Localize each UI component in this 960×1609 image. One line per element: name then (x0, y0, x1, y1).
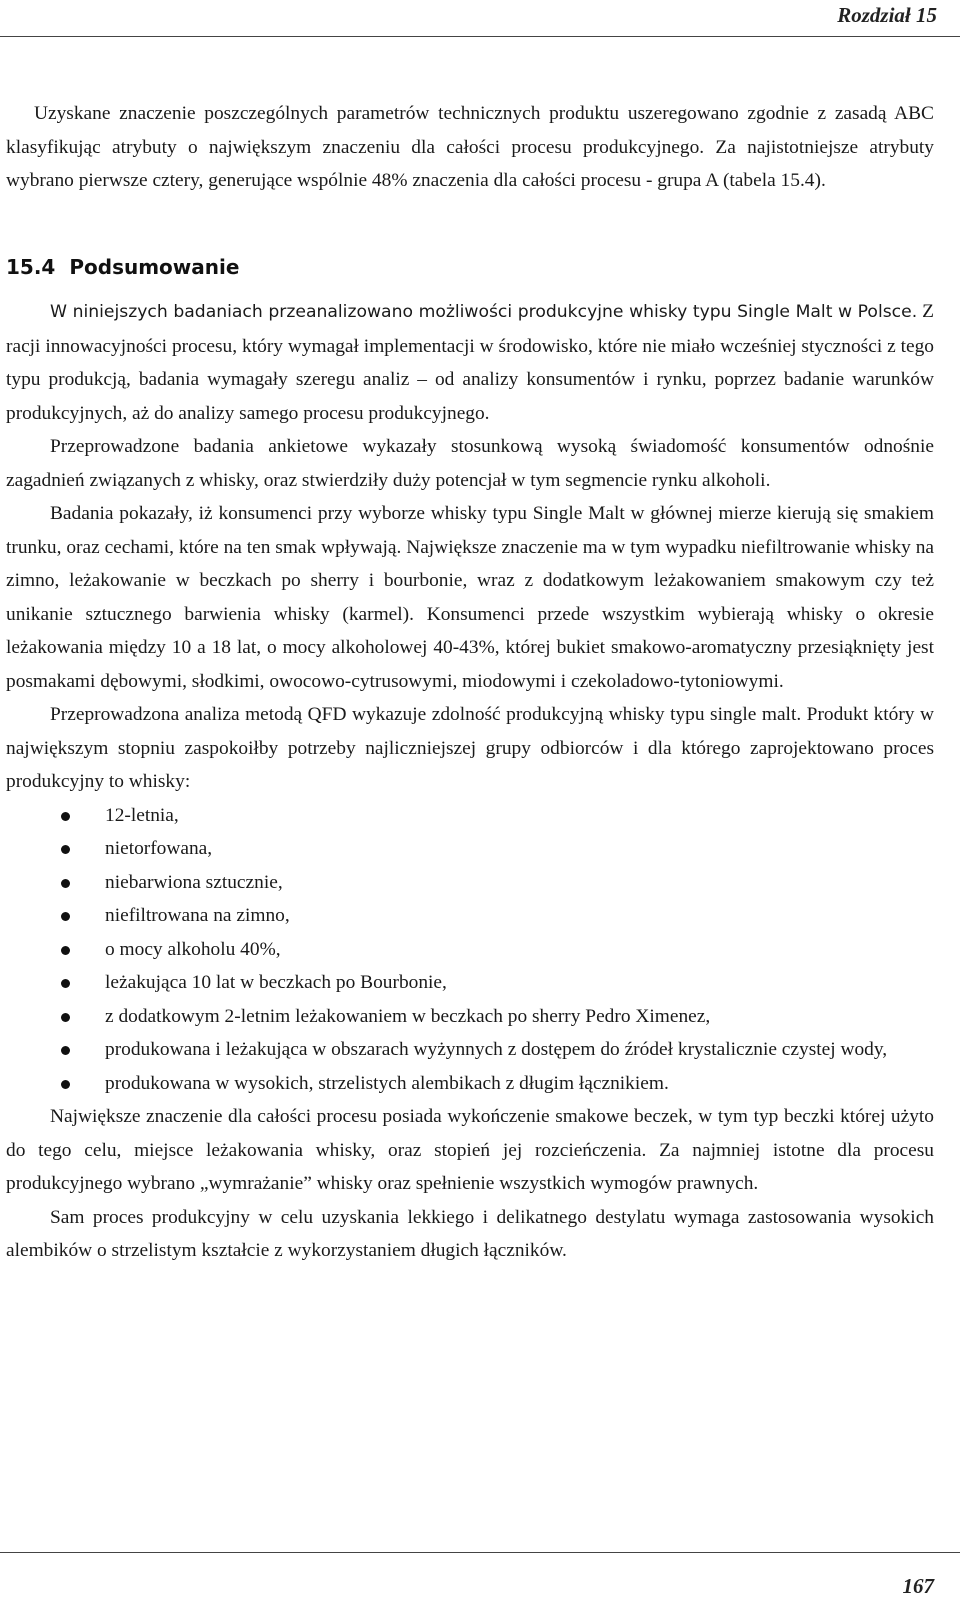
list-item-text: z dodatkowym 2-letnim leżakowaniem w beczkach po sherry Pedro Ximenez, (105, 1005, 711, 1027)
bullet-icon (61, 1046, 70, 1055)
intro-paragraph: Uzyskane znaczenie poszczególnych parametrów technicznych produktu uszeregowano zgodnie z zasadą ABC klasyfikując atrybuty o największym znaczeniu dla całości procesu produkcyjnego. Za najistotniejsze atrybuty wybrano pierwsze cztery, generujące wspólnie 48% znaczenia dla całości procesu - grupa A (tabela 15.4). (6, 103, 934, 191)
section-number: 15.4 (6, 255, 56, 279)
list-item (6, 933, 934, 967)
bullet-list (6, 799, 934, 1101)
bullet-icon (61, 879, 70, 888)
list-item (6, 1067, 934, 1101)
list-item-text: niefiltrowana na zimno, (105, 905, 290, 926)
section-heading (6, 253, 239, 281)
list-item (6, 899, 934, 933)
list-item (6, 866, 934, 900)
list-item (6, 1033, 934, 1067)
footer-divider (0, 1552, 960, 1553)
list-item-text: 12-letnia, (105, 804, 179, 826)
paragraph-2: Przeprowadzone badania ankietowe wykazały stosunkową wysoką świadomość konsumentów odnośnie zagadnień związanych z whisky, oraz stwierdziły duży potencjał w tym segmencie rynku alkoholi. (6, 436, 934, 491)
bullet-icon (61, 946, 70, 955)
list-item-text: produkowana w wysokich, strzelistych alembikach z długim łącznikiem. (105, 1072, 669, 1094)
bullet-icon (61, 812, 70, 821)
bullet-icon (61, 912, 70, 921)
paragraph-3: Badania pokazały, iż konsumenci przy wyborze whisky typu Single Malt w głównej mierze kierują się smakiem trunku, oraz cechami, które na ten smak wpływają. Największe znaczenie ma w tym wypadku niefiltrowanie whisky na zimno, leżakowanie w beczkach po sherry i bourbonie, wraz z dodatkowym leżakowaniem smakowym czy też unikanie sztucznego barwienia whisky (karmel). Konsumenci przede wszystkim wybierają whisky o okresie leżakowania między 10 a 18 lat, o mocy alkoholowej 40-43%, której bukiet smakowo-aromatyczny przesiąknięty jest posmakami dębowymi, słodkimi, owocowo-cytrusowymi, miodowymi i czekoladowo-tytoniowymi. (6, 503, 934, 692)
section-body (6, 295, 934, 1268)
list-item-text: leżakująca 10 lat w beczkach po Bourbonie, (105, 972, 447, 993)
list-item-text: niebarwiona sztucznie, (105, 871, 283, 893)
chapter-header: Rozdział 15 (837, 3, 937, 27)
list-item-text: o mocy alkoholu 40%, (105, 938, 281, 960)
list-item (6, 1000, 934, 1034)
paragraph-5: Największe znaczenie dla całości procesu posiada wykończenie smakowe beczek, w tym typ beczki której użyto do tego celu, miejsce leżakowania whisky, oraz stopień jej rozcieńczenia. Za najmniej istotne dla procesu produkcyjnego wybrano „wymrażanie” whisky oraz spełnienie wszystkich wymogów prawnych. (6, 1106, 934, 1194)
section-title: Podsumowanie (69, 255, 240, 279)
paragraph-1-lead: W niniejszych badaniach przeanalizowano możliwości produkcyjne whisky typu Single Malt w Polsce. (50, 302, 918, 322)
list-item (6, 799, 934, 833)
list-item (6, 832, 934, 866)
list-item-text: nietorfowana, (105, 838, 213, 859)
bullet-icon (61, 979, 70, 988)
bullet-icon (61, 1080, 70, 1089)
page-number: 167 (902, 1574, 934, 1598)
paragraph-6: Sam proces produkcyjny w celu uzyskania lekkiego i delikatnego destylatu wymaga zastosowania wysokich alembików o strzelistym kształcie z wykorzystaniem długich łączników. (6, 1206, 934, 1261)
list-item-text: produkowana i leżakująca w obszarach wyżynnych z dostępem do źródeł krystalicznie czystej wody, (105, 1039, 888, 1060)
intro-block (6, 97, 934, 198)
bullet-icon (61, 1013, 70, 1022)
paragraph-1 (6, 295, 934, 430)
header-divider (0, 36, 960, 37)
paragraph-4: Przeprowadzona analiza metodą QFD wykazuje zdolność produkcyjną whisky typu single malt. Produkt który w największym stopniu zaspokoiłby potrzeby najliczniejszej grupy odbiorców i dla którego zaprojektowano proces produkcyjny to whisky: (6, 704, 934, 792)
bullet-icon (61, 845, 70, 854)
list-item (6, 966, 934, 1000)
paragraph-1-rest: Z racji innowacyjności procesu, który wymagał implementacji w środowisko, które nie miało wcześniej styczności z tego typu produkcją, badania wymagały szeregu analiz – od analizy konsumentów i rynku, poprzez badanie warunków produkcyjnych, aż do analizy samego procesu produkcyjnego. (6, 301, 934, 424)
